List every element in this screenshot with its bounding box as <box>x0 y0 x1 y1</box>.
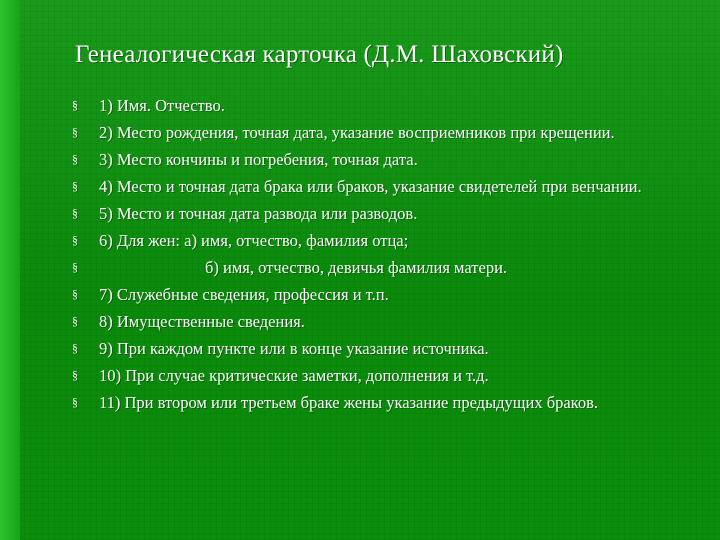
section-sign-bullet-icon: § <box>72 395 78 409</box>
list-item-text: 6) Для жен: а) имя, отчество, фамилия отца; <box>99 231 409 250</box>
list-item <box>72 335 692 362</box>
list-item-text: 3) Место кончины и погребения, точная дата. <box>99 150 418 169</box>
section-sign-bullet-icon: § <box>72 287 78 301</box>
section-sign-bullet-icon: § <box>72 206 78 220</box>
list-item-text: 1) Имя. Отчество. <box>99 96 225 115</box>
list-item <box>72 308 692 335</box>
section-sign-bullet-icon: § <box>72 233 78 247</box>
list-item <box>72 227 692 254</box>
list-item-text: 10) При случае критические заметки, дополнения и т.д. <box>99 366 489 385</box>
list-item-text: 7) Служебные сведения, профессия и т.п. <box>99 285 389 304</box>
list-item <box>72 281 692 308</box>
list-item <box>72 173 692 200</box>
section-sign-bullet-icon: § <box>72 260 78 274</box>
list-item-text: 11) При втором или третьем браке жены указание предыдущих браков. <box>99 393 599 412</box>
section-sign-bullet-icon: § <box>72 368 78 382</box>
list-item <box>72 119 692 146</box>
bullet-list <box>72 92 692 416</box>
list-item <box>72 362 692 389</box>
slide-title: Генеалогическая карточка (Д.М. Шаховский) <box>75 41 564 68</box>
list-item-text: 5) Место и точная дата развода или разводов. <box>99 204 418 223</box>
section-sign-bullet-icon: § <box>72 98 78 112</box>
section-sign-bullet-icon: § <box>72 341 78 355</box>
list-item <box>72 146 692 173</box>
section-sign-bullet-icon: § <box>72 314 78 328</box>
list-item <box>72 92 692 119</box>
list-item-text: 2) Место рождения, точная дата, указание восприемников при крещении. <box>99 123 615 142</box>
section-sign-bullet-icon: § <box>72 179 78 193</box>
list-item-text: 9) При каждом пункте или в конце указание источника. <box>99 339 489 358</box>
left-accent-stripe <box>0 0 20 540</box>
section-sign-bullet-icon: § <box>72 125 78 139</box>
list-item-text: б) имя, отчество, девичья фамилия матери. <box>205 258 508 277</box>
list-item-text: 8) Имущественные сведения. <box>99 312 305 331</box>
list-item <box>72 254 692 281</box>
list-item <box>72 200 692 227</box>
list-item <box>72 389 692 416</box>
list-item-text: 4) Место и точная дата брака или браков, указание свидетелей при венчании. <box>99 177 642 196</box>
section-sign-bullet-icon: § <box>72 152 78 166</box>
